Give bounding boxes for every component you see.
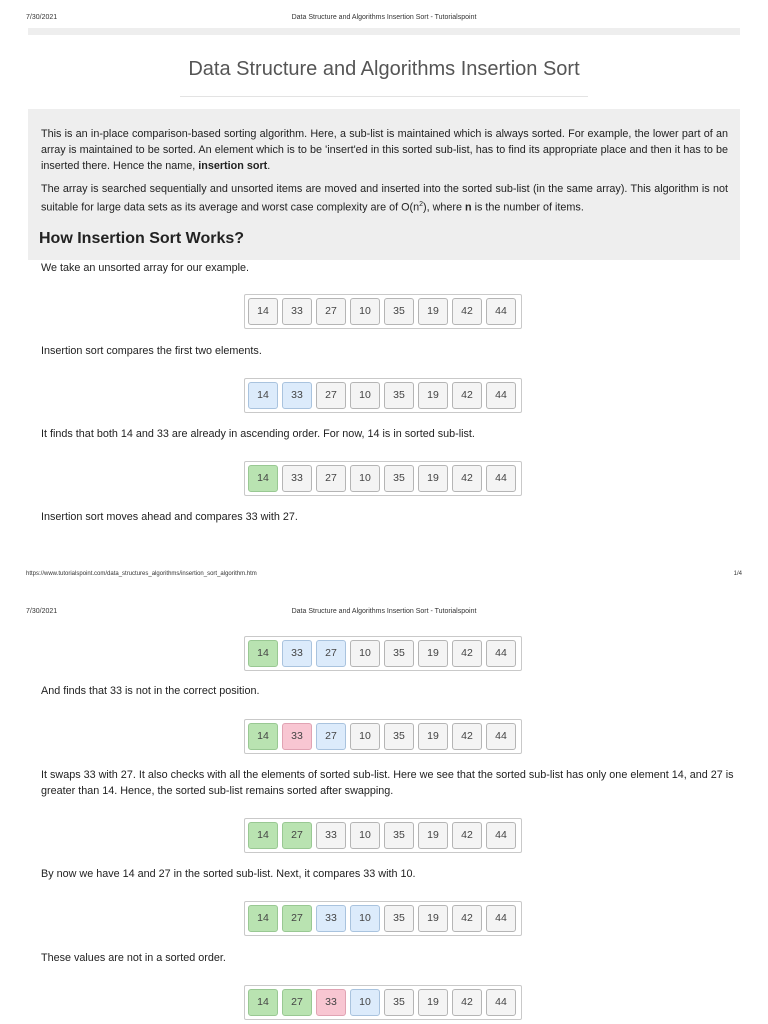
array-cell: 35 <box>384 640 414 667</box>
step-text: Insertion sort moves ahead and compares 33 with 27. <box>41 511 298 523</box>
print-date: 7/30/2021 <box>26 14 58 21</box>
array-cell: 33 <box>282 723 312 750</box>
array-diagram <box>244 719 522 754</box>
array-cell: 27 <box>282 989 312 1016</box>
array-cell: 10 <box>350 298 380 325</box>
page-title: Data Structure and Algorithms Insertion Sort <box>188 58 580 80</box>
intro-p1-end: . <box>267 160 271 172</box>
array-cell: 44 <box>486 822 516 849</box>
step-text: It swaps 33 with 27. It also checks with all the elements of sorted sub-list. Here we see that the sorted sub-list has only one element 14, and 27 is greater than 14. Hence, the sorted sub-list remains sorted after swapping. <box>41 769 734 797</box>
array-cell: 33 <box>282 298 312 325</box>
title-divider <box>180 96 588 97</box>
print-page-title: Data Structure and Algorithms Insertion Sort - Tutorialspoint <box>291 14 477 21</box>
array-cell: 19 <box>418 465 448 492</box>
step-text: By now we have 14 and 27 in the sorted sub-list. Next, it compares 33 with 10. <box>41 868 416 880</box>
insertion-sort-term: insertion sort <box>198 160 268 172</box>
array-cell: 44 <box>486 382 516 409</box>
intro-paragraph-2 <box>41 181 728 216</box>
array-cell: 27 <box>282 905 312 932</box>
array-cell: 33 <box>282 465 312 492</box>
array-cell: 44 <box>486 723 516 750</box>
step-text: And finds that 33 is not in the correct position. <box>41 685 260 697</box>
array-cell: 19 <box>418 905 448 932</box>
array-cell: 14 <box>248 723 278 750</box>
array-cell: 10 <box>350 905 380 932</box>
step-text: These values are not in a sorted order. <box>41 952 226 964</box>
array-cell: 44 <box>486 989 516 1016</box>
print-header-page-2 <box>0 608 768 622</box>
array-cell: 14 <box>248 989 278 1016</box>
array-cell: 19 <box>418 822 448 849</box>
array-cell: 42 <box>452 905 482 932</box>
step-text: Insertion sort compares the first two elements. <box>41 345 262 357</box>
array-diagram <box>244 985 522 1020</box>
print-header <box>0 14 768 28</box>
exponent: 2 <box>419 201 423 208</box>
array-cell: 10 <box>350 989 380 1016</box>
array-cell: 19 <box>418 640 448 667</box>
array-cell: 14 <box>248 298 278 325</box>
array-cell: 35 <box>384 465 414 492</box>
array-cell: 14 <box>248 822 278 849</box>
print-date: 7/30/2021 <box>26 608 58 615</box>
array-cell: 27 <box>316 382 346 409</box>
array-cell: 33 <box>316 822 346 849</box>
array-cell: 27 <box>316 723 346 750</box>
print-page-number: 1/4 <box>733 571 742 577</box>
array-cell: 14 <box>248 382 278 409</box>
array-cell: 33 <box>316 989 346 1016</box>
array-cell: 14 <box>248 905 278 932</box>
array-cell: 10 <box>350 640 380 667</box>
array-cell: 10 <box>350 465 380 492</box>
array-diagram <box>244 461 522 496</box>
array-cell: 44 <box>486 298 516 325</box>
array-cell: 19 <box>418 723 448 750</box>
array-diagram <box>244 378 522 413</box>
array-cell: 19 <box>418 298 448 325</box>
print-footer <box>26 571 257 577</box>
array-cell: 35 <box>384 822 414 849</box>
array-cell: 42 <box>452 298 482 325</box>
array-cell: 19 <box>418 382 448 409</box>
array-cell: 10 <box>350 723 380 750</box>
array-cell: 27 <box>316 640 346 667</box>
step-text: It finds that both 14 and 33 are already in ascending order. For now, 14 is in sorted sub-list. <box>41 428 475 440</box>
array-cell: 44 <box>486 640 516 667</box>
intro-p2-text-3: is the number of items. <box>471 201 584 214</box>
array-cell: 10 <box>350 382 380 409</box>
array-diagram <box>244 901 522 936</box>
array-diagram <box>244 636 522 671</box>
intro-p1-text: This is an in-place comparison-based sorting algorithm. Here, a sub-list is maintained which is always sorted. For example, the lower part of an array is maintained to be sorted. An element which is to be 'insert'ed in this sorted sub-list, has to find its appropriate place and then it has to be inserted there. Hence the name, <box>41 128 728 172</box>
array-cell: 14 <box>248 640 278 667</box>
array-cell: 33 <box>282 640 312 667</box>
array-cell: 27 <box>282 822 312 849</box>
print-page-title: Data Structure and Algorithms Insertion Sort - Tutorialspoint <box>291 608 477 615</box>
array-cell: 35 <box>384 905 414 932</box>
array-cell: 33 <box>316 905 346 932</box>
array-cell: 19 <box>418 989 448 1016</box>
top-bar <box>28 28 740 35</box>
array-cell: 33 <box>282 382 312 409</box>
array-cell: 27 <box>316 465 346 492</box>
n-term: n <box>465 201 472 214</box>
array-cell: 27 <box>316 298 346 325</box>
array-cell: 42 <box>452 382 482 409</box>
print-url: https://www.tutorialspoint.com/data_structures_algorithms/insertion_sort_algorithm.htm <box>26 571 257 577</box>
array-diagram <box>244 294 522 329</box>
array-diagram <box>244 818 522 853</box>
array-cell: 42 <box>452 723 482 750</box>
array-cell: 44 <box>486 905 516 932</box>
array-cell: 14 <box>248 465 278 492</box>
section-heading: How Insertion Sort Works? <box>39 230 245 247</box>
array-cell: 10 <box>350 822 380 849</box>
array-cell: 35 <box>384 298 414 325</box>
array-cell: 42 <box>452 465 482 492</box>
array-cell: 42 <box>452 989 482 1016</box>
intro-p2-text-2: ), where <box>422 201 465 214</box>
array-cell: 44 <box>486 465 516 492</box>
intro-p2-text: The array is searched sequentially and unsorted items are moved and inserted into the sorted sub-list (in the same array). This algorithm is not suitable for large data sets as its average and worst case complexity are of O(n <box>41 183 728 214</box>
array-cell: 42 <box>452 822 482 849</box>
array-cell: 35 <box>384 382 414 409</box>
intro-paragraph-1 <box>41 126 728 174</box>
step-text: We take an unsorted array for our example. <box>41 262 250 274</box>
array-cell: 35 <box>384 723 414 750</box>
array-cell: 35 <box>384 989 414 1016</box>
array-cell: 42 <box>452 640 482 667</box>
